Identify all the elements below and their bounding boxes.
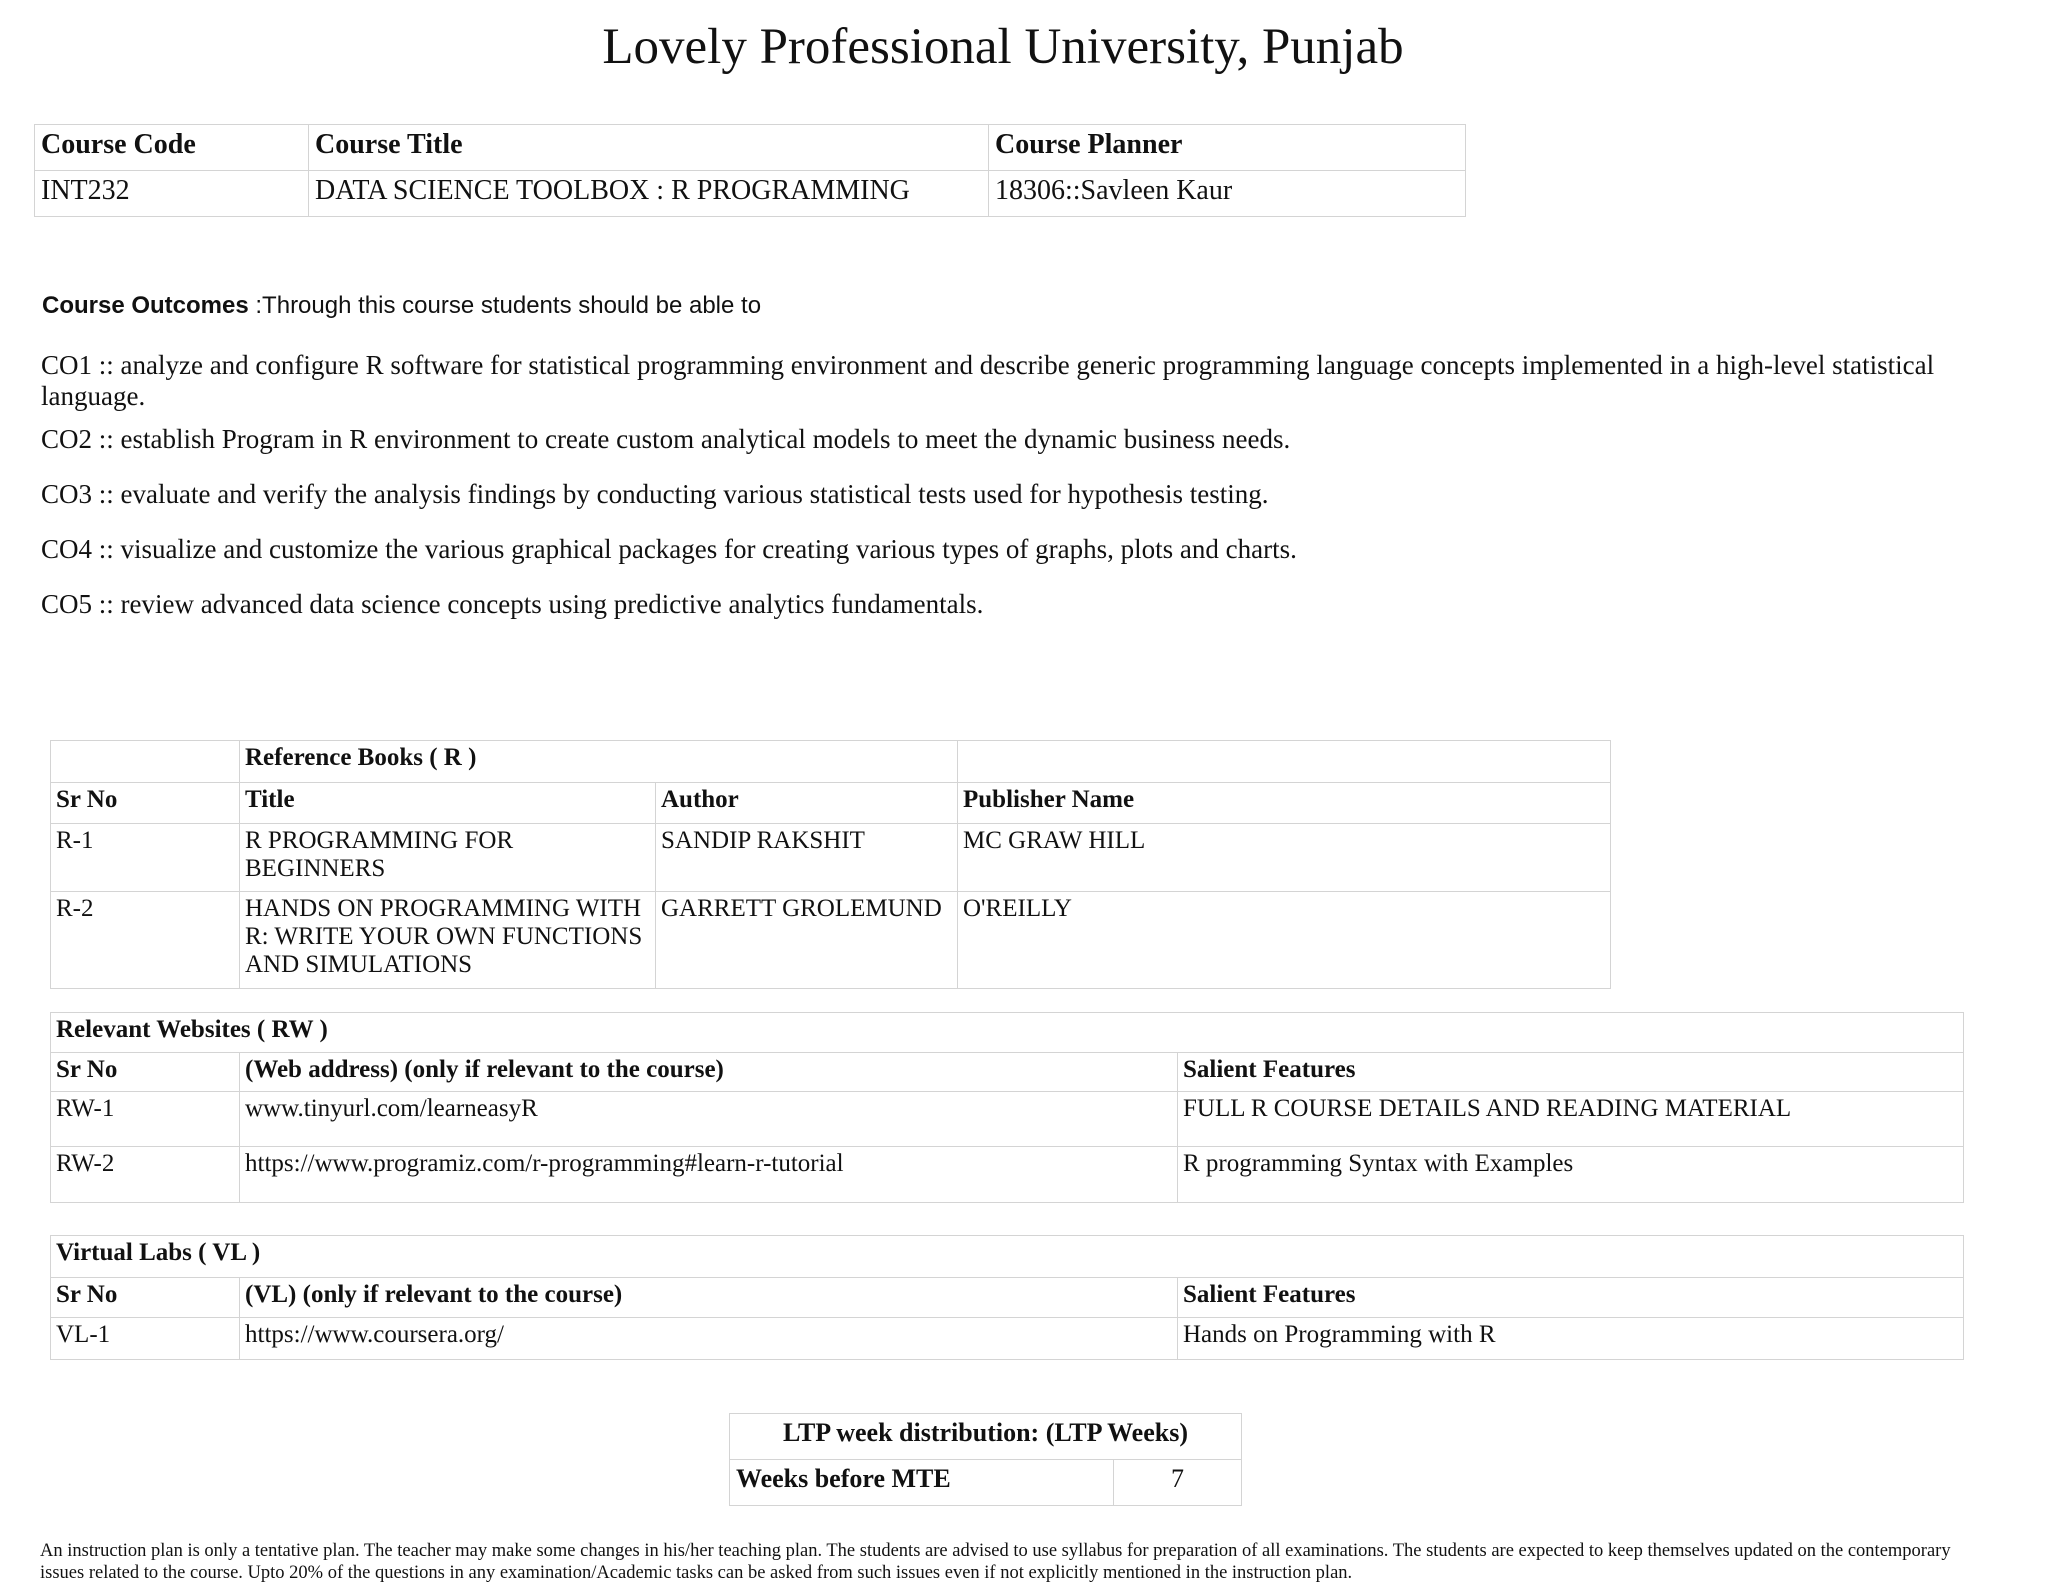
- vl-address-header: (VL) (only if relevant to the course): [240, 1278, 1178, 1318]
- salient-features-cell: R programming Syntax with Examples: [1178, 1147, 1964, 1203]
- ltp-week-distribution-table: [729, 1413, 1242, 1506]
- reference-books-table: [50, 740, 1611, 989]
- sr-no-header: Sr No: [51, 1053, 240, 1092]
- course-outcome-1: CO1 :: analyze and configure R software for statistical programming environment and describe generic programming language concepts implemented in a high-level statistical language.: [41, 350, 1935, 411]
- course-code-header: Course Code: [35, 125, 309, 171]
- course-info-table: [34, 124, 1466, 217]
- virtual-labs-table: [50, 1235, 1964, 1360]
- table-header-row: [51, 1278, 1964, 1318]
- sr-no-cell: RW-2: [51, 1147, 240, 1203]
- author-cell: SANDIP RAKSHIT: [656, 824, 958, 892]
- table-row: [51, 824, 1611, 892]
- course-code: INT232: [35, 171, 309, 217]
- course-outcome-4: CO4 :: visualize and customize the various graphical packages for creating various types of graphs, plots and charts.: [41, 534, 1297, 564]
- disclaimer-note: An instruction plan is only a tentative plan. The teacher may make some changes in his/her teaching plan. The students are advised to use syllabus for preparation of all examinations. The students are expected to keep themselves updated on the contemporary issues related to the course. Upto 20% of the questions in any examination/Academic tasks can be asked from such issues even if not explicitly mentioned in the instruction plan.: [40, 1541, 1951, 1583]
- sr-no-header: Sr No: [51, 1278, 240, 1318]
- author-cell: GARRETT GROLEMUND: [656, 892, 958, 989]
- relevant-websites-caption: Relevant Websites ( RW ): [51, 1013, 1964, 1053]
- table-caption-row: [51, 741, 1611, 783]
- sr-no-cell: RW-1: [51, 1092, 240, 1147]
- table-caption-row: [51, 1013, 1964, 1053]
- course-outcomes-heading: [42, 292, 761, 320]
- table-cell-empty: [958, 741, 1611, 783]
- table-header-row: [51, 1053, 1964, 1092]
- publisher-header: Publisher Name: [958, 783, 1611, 824]
- course-title: DATA SCIENCE TOOLBOX : R PROGRAMMING: [309, 171, 989, 217]
- relevant-websites-table: [50, 1012, 1964, 1203]
- table-header-row: [51, 783, 1611, 824]
- course-planner-header: Course Planner: [989, 125, 1466, 171]
- title-header: Title: [240, 783, 656, 824]
- table-row: [51, 1318, 1964, 1360]
- course-planner: 18306::Savleen Kaur: [989, 171, 1466, 217]
- table-caption-row: [730, 1414, 1242, 1460]
- table-header-row: [35, 125, 1466, 171]
- ltp-caption: LTP week distribution: (LTP Weeks): [730, 1414, 1242, 1460]
- weeks-before-mte-label: Weeks before MTE: [730, 1460, 1114, 1506]
- salient-features-header: Salient Features: [1178, 1053, 1964, 1092]
- salient-features-cell: Hands on Programming with R: [1178, 1318, 1964, 1360]
- reference-books-caption: Reference Books ( R ): [240, 741, 958, 783]
- page-title: Lovely Professional University, Punjab: [602, 19, 1404, 75]
- vl-address-cell: https://www.coursera.org/: [240, 1318, 1178, 1360]
- table-row: [730, 1460, 1242, 1506]
- course-outcomes-label: Course Outcomes: [42, 292, 249, 319]
- course-outcome-3: CO3 :: evaluate and verify the analysis findings by conducting various statistical tests used for hypothesis testing.: [41, 479, 1269, 509]
- sr-no-cell: R-1: [51, 824, 240, 892]
- virtual-labs-caption: Virtual Labs ( VL ): [51, 1236, 1964, 1278]
- course-outcome-2: CO2 :: establish Program in R environment to create custom analytical models to meet the dynamic business needs.: [41, 424, 1291, 454]
- publisher-cell: MC GRAW HILL: [958, 824, 1611, 892]
- publisher-cell: O'REILLY: [958, 892, 1611, 989]
- table-row: [51, 1092, 1964, 1147]
- course-outcomes-intro: :Through this course students should be able to: [255, 292, 762, 319]
- web-address-cell: https://www.programiz.com/r-programming#learn-r-tutorial: [240, 1147, 1178, 1203]
- salient-features-header: Salient Features: [1178, 1278, 1964, 1318]
- book-title-cell: HANDS ON PROGRAMMING WITH R: WRITE YOUR OWN FUNCTIONS AND SIMULATIONS: [240, 892, 656, 989]
- table-row: [51, 892, 1611, 989]
- table-row: [35, 171, 1466, 217]
- table-cell-empty: [51, 741, 240, 783]
- book-title-cell: R PROGRAMMING FOR BEGINNERS: [240, 824, 656, 892]
- sr-no-cell: R-2: [51, 892, 240, 989]
- course-outcome-5: CO5 :: review advanced data science concepts using predictive analytics fundamentals.: [41, 589, 984, 619]
- sr-no-cell: VL-1: [51, 1318, 240, 1360]
- course-title-header: Course Title: [309, 125, 989, 171]
- salient-features-cell: FULL R COURSE DETAILS AND READING MATERIAL: [1178, 1092, 1964, 1147]
- sr-no-header: Sr No: [51, 783, 240, 824]
- weeks-before-mte-value: 7: [1114, 1460, 1242, 1506]
- web-address-header: (Web address) (only if relevant to the course): [240, 1053, 1178, 1092]
- table-row: [51, 1147, 1964, 1203]
- table-caption-row: [51, 1236, 1964, 1278]
- author-header: Author: [656, 783, 958, 824]
- web-address-cell: www.tinyurl.com/learneasyR: [240, 1092, 1178, 1147]
